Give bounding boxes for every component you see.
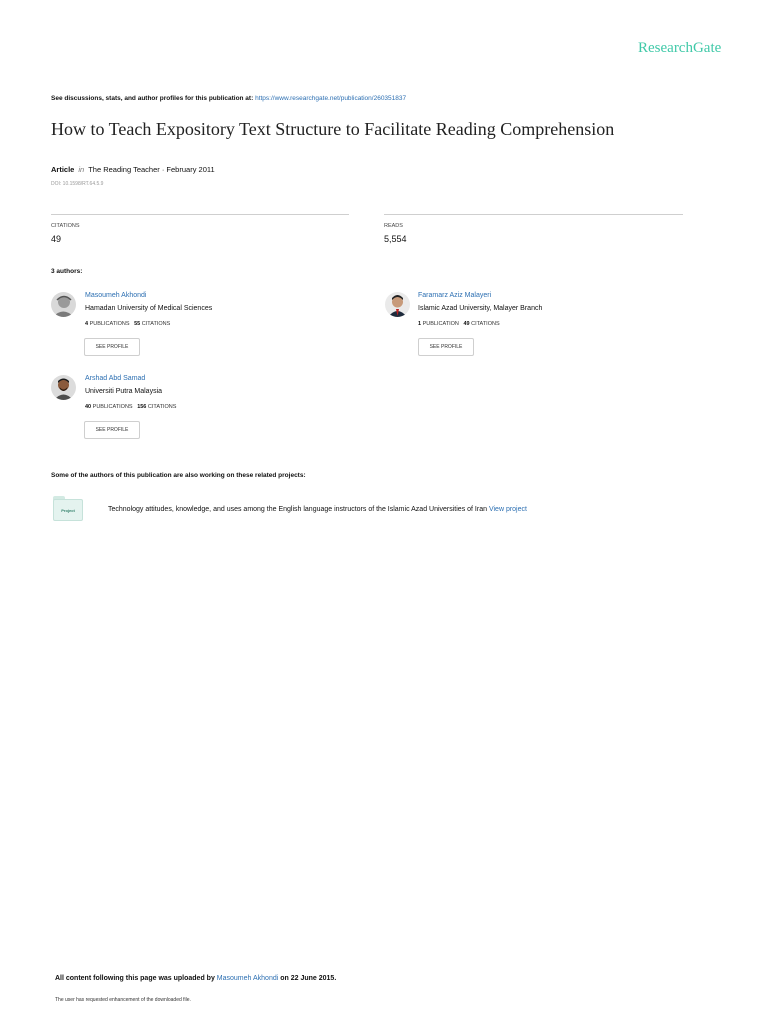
publication-doi: DOI: 10.1598/RT.64.5.9: [51, 181, 104, 187]
reads-label: READS: [384, 223, 403, 229]
reads-value: 5,554: [384, 234, 407, 244]
publications-label: PUBLICATIONS: [92, 404, 133, 410]
author-name-link[interactable]: Masoumeh Akhondi: [85, 292, 147, 299]
researchgate-logo[interactable]: ResearchGate: [638, 40, 722, 56]
view-project-link[interactable]: View project: [488, 506, 527, 513]
project-badge-label: Project: [61, 507, 75, 513]
author-institution: Islamic Azad University, Malayer Branch: [418, 305, 543, 312]
publication-type: Article: [51, 165, 75, 174]
uploader-link[interactable]: Masoumeh Akhondi: [216, 975, 279, 982]
see-profile-button[interactable]: SEE PROFILE: [84, 421, 140, 439]
footer-note: The user has requested enhancement of the downloaded file.: [55, 997, 191, 1003]
in-word: in: [78, 165, 85, 174]
author-stats: [418, 321, 500, 327]
publications-count: 1: [418, 321, 422, 327]
citations-count: 55: [134, 321, 141, 327]
reads-divider: [384, 214, 683, 215]
citations-divider: [51, 214, 349, 215]
see-profile-button[interactable]: SEE PROFILE: [84, 338, 140, 356]
upload-footer: [55, 975, 336, 982]
author-stats: [85, 321, 170, 327]
project-title: Technology attitudes, knowledge, and uses among the English language instructors of the Islamic Azad Universities of Iran: [108, 506, 487, 513]
project-item: [108, 506, 527, 513]
citations-count: 156: [137, 404, 147, 410]
discussion-prefix: See discussions, stats, and author profiles for this publication at:: [51, 95, 254, 102]
publications-label: PUBLICATION: [422, 321, 459, 327]
author-name-link[interactable]: Arshad Abd Samad: [85, 375, 146, 382]
portrait-sketch-icon[interactable]: [51, 292, 76, 317]
discussion-line: [51, 95, 406, 102]
citations-label: CITATIONS: [141, 321, 171, 327]
publication-meta: [51, 165, 215, 174]
citations-count: 49: [463, 321, 470, 327]
portrait-photo-icon[interactable]: [51, 375, 76, 400]
publications-label: PUBLICATIONS: [89, 321, 130, 327]
publication-url-link[interactable]: https://www.researchgate.net/publication/260351837: [255, 95, 407, 102]
footer-suffix: on 22 June 2015.: [280, 975, 337, 982]
footer-prefix: All content following this page was uploaded by: [55, 975, 215, 982]
citations-label: CITATIONS: [147, 404, 177, 410]
citations-label: CITATIONS: [51, 223, 80, 229]
authors-heading: 3 authors:: [51, 268, 83, 275]
publications-count: 40: [85, 404, 92, 410]
portrait-photo-icon[interactable]: [385, 292, 410, 317]
author-name-link[interactable]: Faramarz Aziz Malayeri: [418, 292, 492, 299]
citations-label: CITATIONS: [471, 321, 500, 327]
publications-count: 4: [85, 321, 89, 327]
project-folder-icon[interactable]: [53, 499, 83, 521]
see-profile-button[interactable]: SEE PROFILE: [418, 338, 474, 356]
journal-date: The Reading Teacher · February 2011: [88, 165, 215, 174]
related-projects-heading: Some of the authors of this publication are also working on these related projects:: [51, 472, 306, 479]
author-stats: [85, 404, 176, 410]
citations-value: 49: [51, 234, 62, 244]
author-institution: Hamadan University of Medical Sciences: [85, 305, 213, 312]
publication-title: How to Teach Expository Text Structure to Facilitate Reading Comprehension: [51, 119, 615, 139]
author-institution: Universiti Putra Malaysia: [85, 388, 163, 395]
